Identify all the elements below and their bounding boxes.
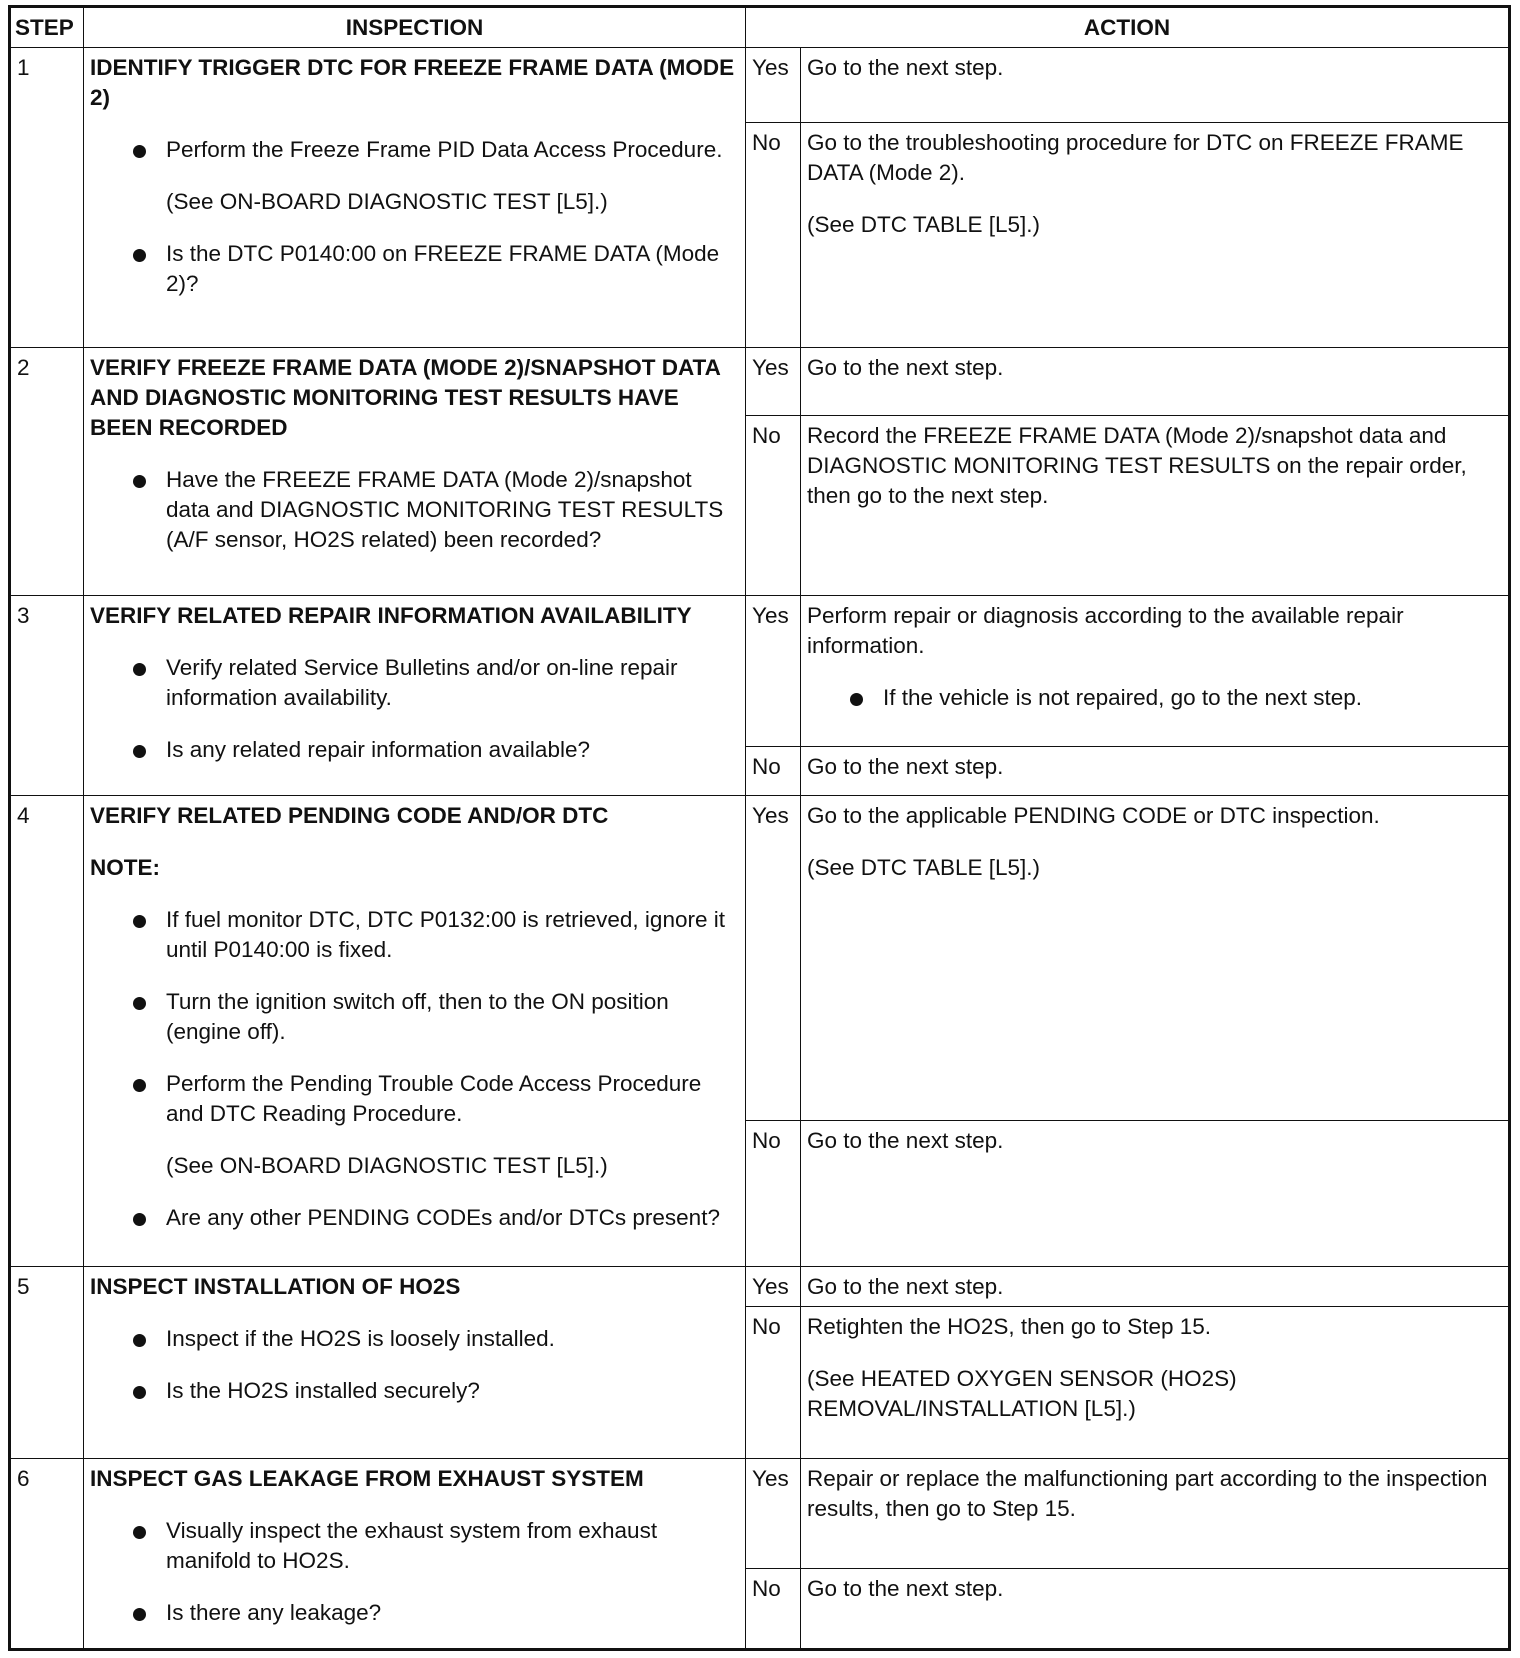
no-action (801, 746, 1510, 796)
yes-label: Yes (746, 348, 801, 416)
no-label: No (746, 1307, 801, 1459)
inspection-question: Are any other PENDING CODEs and/or DTCs present? (90, 1203, 739, 1233)
inspection-bullet: Perform the Freeze Frame PID Data Access Procedure. (90, 135, 739, 165)
step-number: 4 (10, 796, 84, 1267)
inspection-cell (84, 796, 746, 1267)
inspection-question: Is any related repair information available? (90, 735, 739, 765)
yes-action (801, 1459, 1510, 1569)
step-4-yes-row (10, 796, 1510, 1121)
inspection-question: Have the FREEZE FRAME DATA (Mode 2)/snapshot data and DIAGNOSTIC MONITORING TEST RESULTS (A/F sensor, HO2S related) been recorded? (90, 465, 739, 555)
no-action (801, 416, 1510, 595)
inspection-bullet: If fuel monitor DTC, DTC P0132:00 is retrieved, ignore it until P0140:00 is fixed. (90, 905, 739, 965)
no-label: No (746, 746, 801, 796)
no-action (801, 1121, 1510, 1267)
no-label: No (746, 123, 801, 348)
inspection-reference: (See ON-BOARD DIAGNOSTIC TEST [L5].) (166, 1153, 608, 1179)
inspection-question: Is there any leakage? (90, 1598, 739, 1628)
action-reference: (See HEATED OXYGEN SENSOR (HO2S) REMOVAL/INSTALLATION [L5].) (807, 1366, 1237, 1422)
inspection-question: Is the HO2S installed securely? (90, 1376, 739, 1406)
step-5-yes-row (10, 1267, 1510, 1307)
action-text: Go to the next step. (807, 1576, 1004, 1602)
inspection-cell (84, 1267, 746, 1459)
step-3-yes-row (10, 595, 1510, 746)
inspection-bullet: Perform the Pending Trouble Code Access Procedure and DTC Reading Procedure. (90, 1069, 739, 1129)
diagnostic-procedure-table (8, 5, 1511, 1651)
no-label: No (746, 1569, 801, 1650)
inspection-question: Is the DTC P0140:00 on FREEZE FRAME DATA (Mode 2)? (90, 239, 739, 299)
action-text: Go to the next step. (807, 1274, 1004, 1300)
step-title: INSPECT GAS LEAKAGE FROM EXHAUST SYSTEM (90, 1466, 644, 1492)
step-number: 2 (10, 348, 84, 595)
inspection-bullet: Verify related Service Bulletins and/or on-line repair information availability. (90, 653, 739, 713)
action-text: Go to the applicable PENDING CODE or DTC inspection. (807, 803, 1380, 829)
step-column-header: STEP (10, 7, 84, 48)
inspection-bullet: Inspect if the HO2S is loosely installed. (90, 1324, 739, 1354)
action-text: Retighten the HO2S, then go to Step 15. (807, 1314, 1212, 1340)
yes-label: Yes (746, 48, 801, 123)
inspection-cell (84, 48, 746, 348)
action-text: Go to the troubleshooting procedure for DTC on FREEZE FRAME DATA (Mode 2). (807, 130, 1464, 185)
inspection-bullet: Visually inspect the exhaust system from exhaust manifold to HO2S. (90, 1516, 739, 1576)
step-title: IDENTIFY TRIGGER DTC FOR FREEZE FRAME DATA (MODE 2) (90, 55, 735, 110)
step-number: 3 (10, 595, 84, 796)
note-label: NOTE: (90, 855, 160, 881)
action-bullet: If the vehicle is not repaired, go to the next step. (807, 683, 1502, 713)
yes-action (801, 1267, 1510, 1307)
inspection-cell (84, 595, 746, 796)
no-action (801, 1307, 1510, 1459)
yes-action (801, 595, 1510, 746)
no-label: No (746, 1121, 801, 1267)
inspection-bullet: Turn the ignition switch off, then to the ON position (engine off). (90, 987, 739, 1047)
step-title: VERIFY RELATED REPAIR INFORMATION AVAILABILITY (90, 602, 692, 628)
action-text: Record the FREEZE FRAME DATA (Mode 2)/snapshot data and DIAGNOSTIC MONITORING TEST RESULTS on the repair order, then go to the next step. (807, 423, 1467, 509)
action-text: Go to the next step. (807, 1128, 1004, 1154)
step-number: 6 (10, 1459, 84, 1650)
action-text: Go to the next step. (807, 55, 1004, 80)
yes-label: Yes (746, 1459, 801, 1569)
no-action (801, 1569, 1510, 1650)
yes-label: Yes (746, 595, 801, 746)
step-title: VERIFY RELATED PENDING CODE AND/OR DTC (90, 803, 609, 829)
inspection-cell (84, 1459, 746, 1650)
no-label: No (746, 416, 801, 595)
table-header-row (10, 7, 1510, 48)
step-number: 5 (10, 1267, 84, 1459)
step-6-yes-row (10, 1459, 1510, 1569)
step-2-yes-row (10, 348, 1510, 416)
step-1-yes-row (10, 48, 1510, 123)
yes-label: Yes (746, 1267, 801, 1307)
action-reference: (See DTC TABLE [L5].) (807, 855, 1040, 881)
action-column-header: ACTION (746, 7, 1510, 48)
action-text: Repair or replace the malfunctioning part according to the inspection results, then go to Step 15. (807, 1466, 1488, 1522)
action-reference: (See DTC TABLE [L5].) (807, 212, 1040, 237)
action-text: Go to the next step. (807, 355, 1004, 381)
yes-label: Yes (746, 796, 801, 1121)
yes-action (801, 796, 1510, 1121)
step-number: 1 (10, 48, 84, 348)
action-text: Perform repair or diagnosis according to the available repair information. (807, 602, 1404, 658)
no-action (801, 123, 1510, 348)
inspection-cell (84, 348, 746, 595)
yes-action (801, 48, 1510, 123)
inspection-reference: (See ON-BOARD DIAGNOSTIC TEST [L5].) (166, 189, 608, 214)
inspection-column-header: INSPECTION (84, 7, 746, 48)
step-title: INSPECT INSTALLATION OF HO2S (90, 1274, 461, 1300)
action-text: Go to the next step. (807, 753, 1004, 779)
yes-action (801, 348, 1510, 416)
step-title: VERIFY FREEZE FRAME DATA (MODE 2)/SNAPSHOT DATA AND DIAGNOSTIC MONITORING TEST RESULTS HAVE BEEN RECORDED (90, 355, 721, 441)
